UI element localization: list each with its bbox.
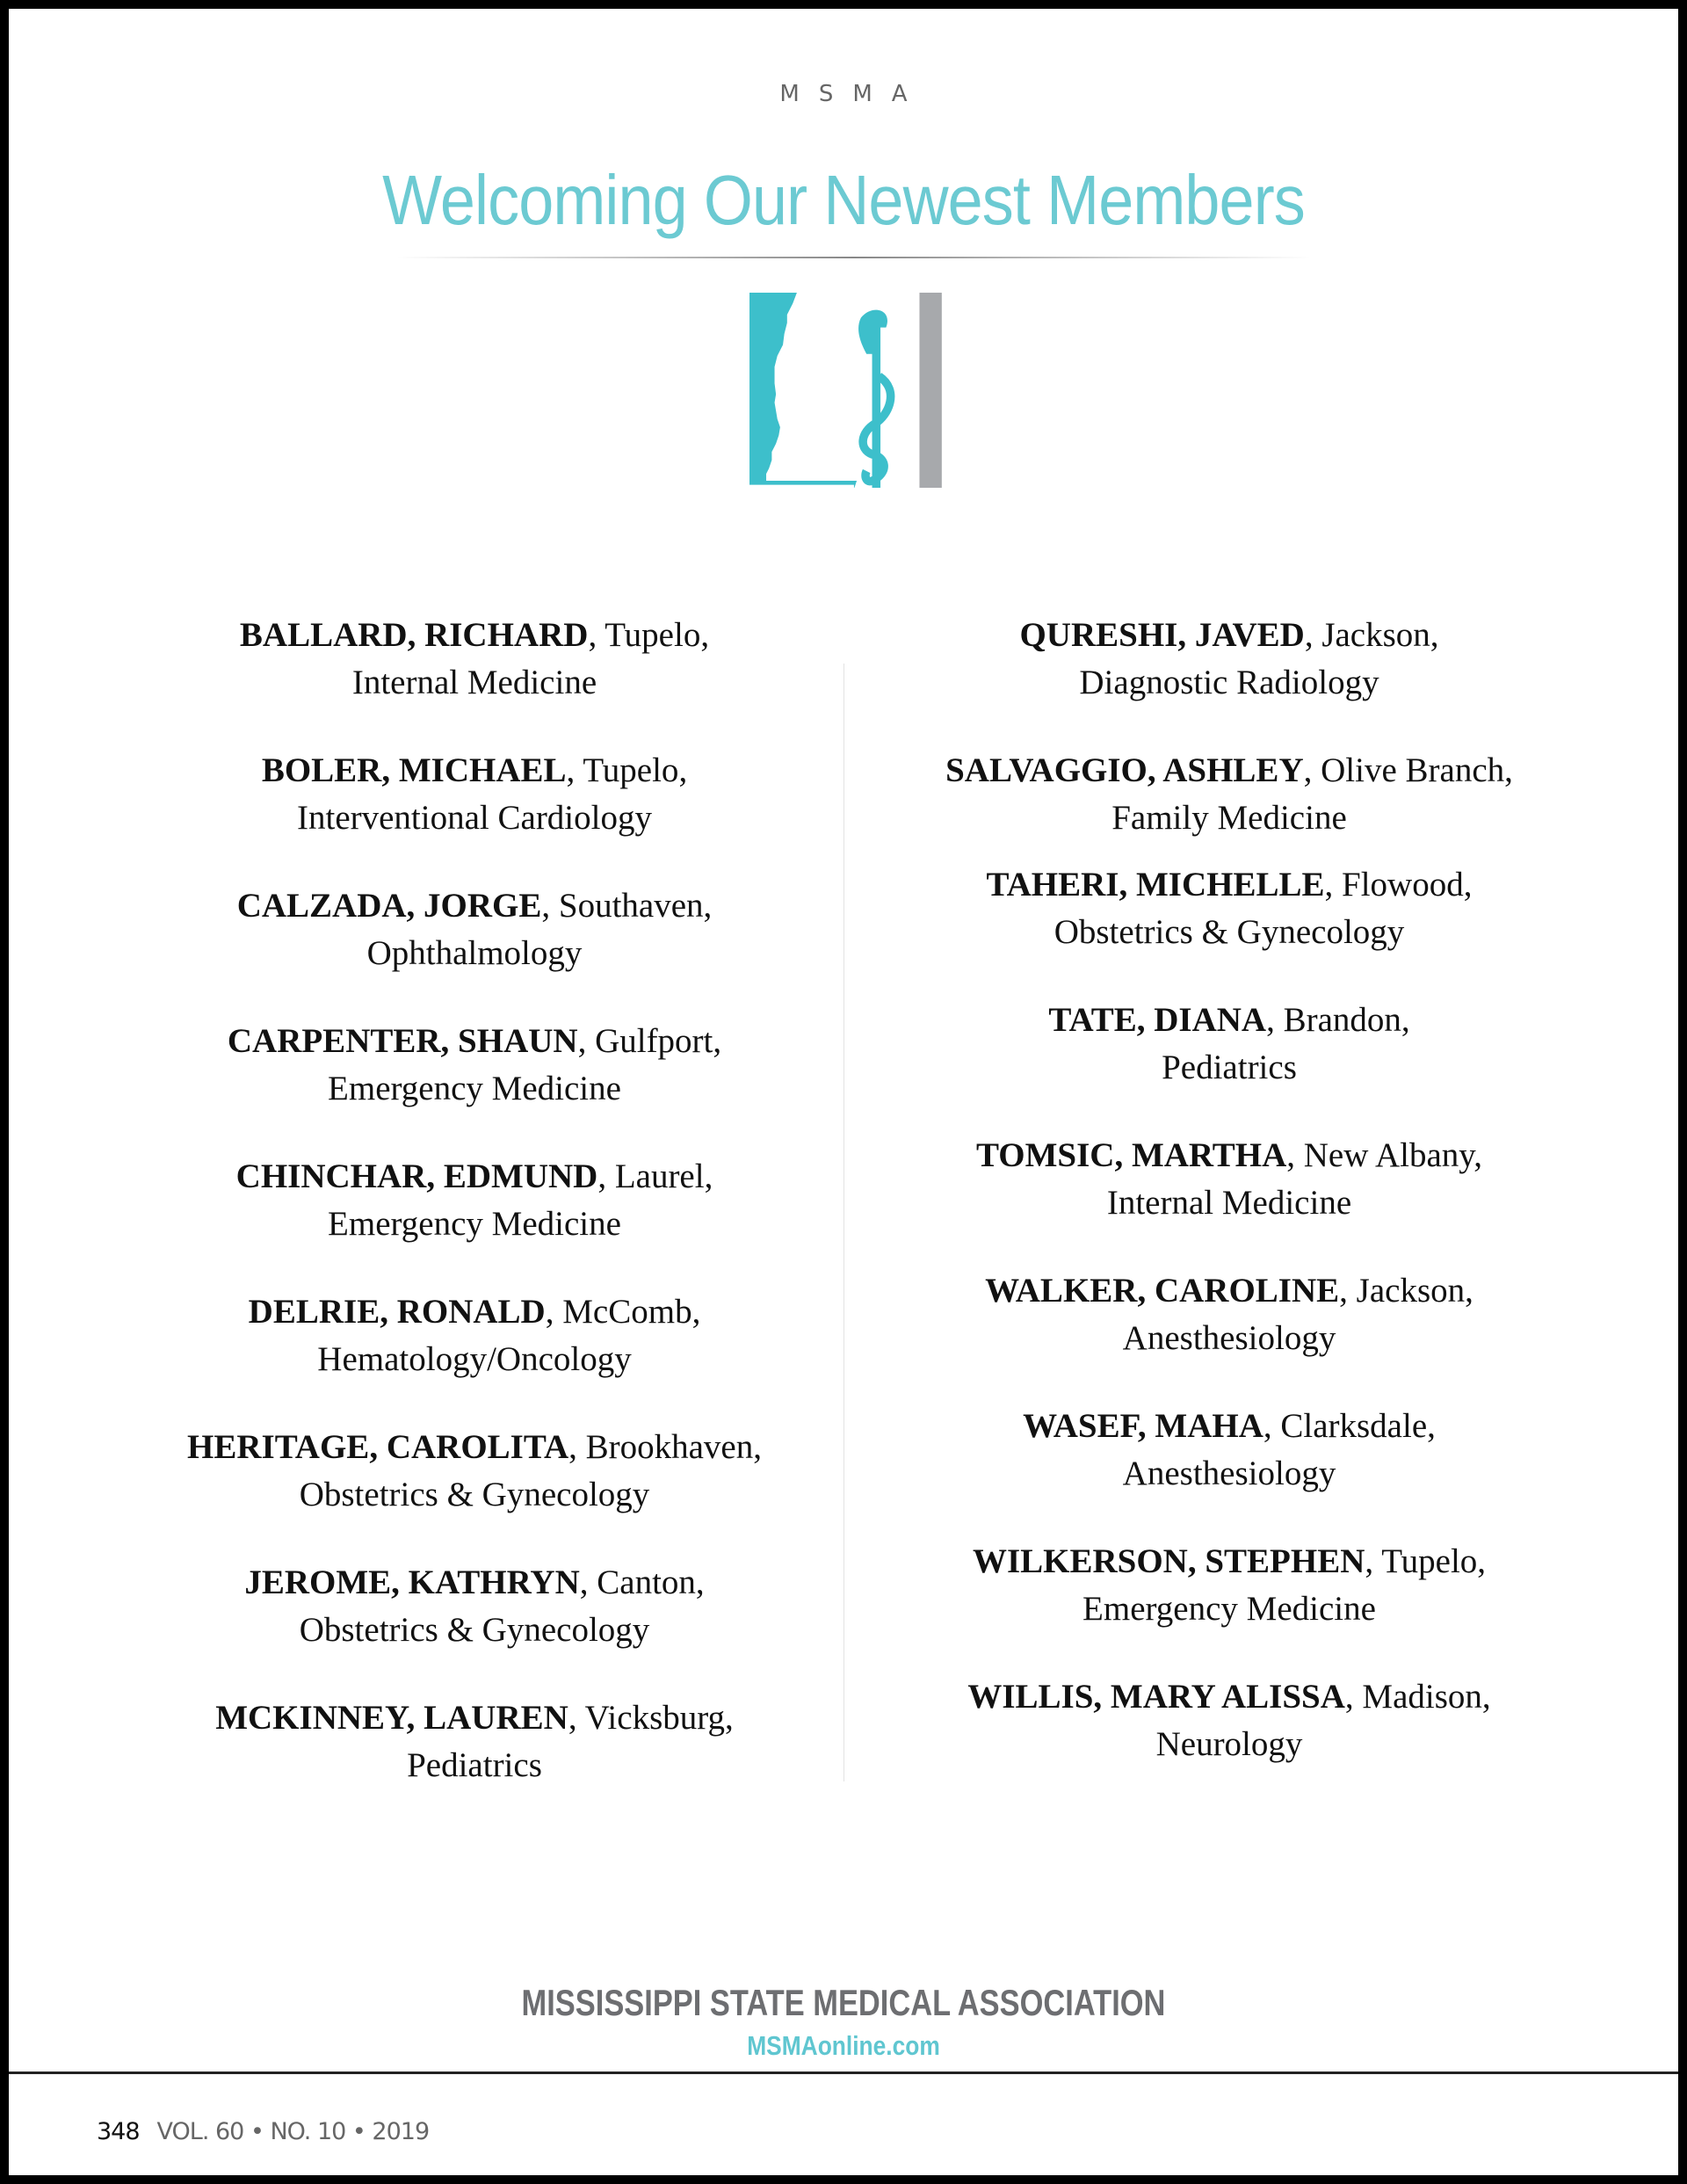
member-name: CALZADA, JORGE	[236, 887, 542, 925]
issue-info: VOL. 60 • NO. 10 • 2019	[156, 2118, 430, 2145]
member-entry	[123, 1288, 826, 1383]
member-entry	[123, 1424, 826, 1519]
member-city: , McComb ,	[546, 1293, 701, 1331]
member-specialty: Obstetrics & Gynecology	[299, 1611, 650, 1649]
kicker: MSMA	[779, 81, 927, 107]
member-entry	[878, 1538, 1581, 1633]
member-city: , Olive Branch ,	[1304, 751, 1513, 789]
member-specialty: Pediatrics	[1162, 1048, 1297, 1086]
member-specialty: Anesthesiology	[1122, 1455, 1336, 1492]
member-entry	[123, 612, 826, 707]
member-entry	[878, 997, 1581, 1092]
member-city: , Clarksdale ,	[1263, 1407, 1436, 1445]
footer-rule	[9, 2072, 1678, 2074]
member-name: JEROME, KATHRYN	[244, 1564, 580, 1601]
member-specialty: Diagnostic Radiology	[1079, 664, 1379, 701]
member-entry	[123, 1559, 826, 1654]
member-city: , Brandon ,	[1266, 1001, 1410, 1039]
member-name: WILKERSON, STEPHEN	[972, 1542, 1365, 1580]
member-name: WASEF, MAHA	[1023, 1407, 1263, 1445]
member-city: , Gulfport ,	[578, 1022, 722, 1060]
member-city: , Southaven ,	[541, 887, 712, 925]
member-name: QURESHI, JAVED	[1019, 616, 1305, 654]
member-city: , Laurel ,	[597, 1157, 713, 1195]
msma-logo-icon	[749, 293, 945, 488]
member-entry	[878, 1403, 1581, 1498]
member-city: , New Albany ,	[1286, 1136, 1482, 1174]
page-number: 348	[97, 2118, 140, 2145]
member-city: , Madison ,	[1345, 1678, 1491, 1716]
member-name: WILLIS, MARY ALISSA	[967, 1678, 1345, 1716]
title-divider	[397, 257, 1311, 258]
member-city: , Canton ,	[580, 1564, 705, 1601]
member-city: , Jackson ,	[1339, 1272, 1473, 1310]
member-city: , Brookhaven ,	[568, 1428, 762, 1466]
member-city: , Vicksburg ,	[568, 1699, 734, 1737]
member-city: , Tupelo ,	[1365, 1542, 1486, 1580]
member-specialty: Obstetrics & Gynecology	[299, 1476, 650, 1513]
member-specialty: Hematology/Oncology	[317, 1340, 632, 1378]
folio	[97, 2118, 429, 2145]
member-name: BOLER, MICHAEL	[261, 751, 567, 789]
member-specialty: Anesthesiology	[1122, 1319, 1336, 1357]
member-specialty: Obstetrics & Gynecology	[1053, 913, 1405, 951]
member-entry	[878, 747, 1581, 842]
member-name: CHINCHAR, EDMUND	[235, 1157, 598, 1195]
member-name: BALLARD, RICHARD	[239, 616, 589, 654]
member-city: , Tupelo ,	[567, 751, 688, 789]
member-entry	[878, 1132, 1581, 1227]
member-name: HERITAGE, CAROLITA	[187, 1428, 569, 1466]
member-name: SALVAGGIO, ASHLEY	[945, 751, 1304, 789]
member-entry	[878, 612, 1581, 707]
member-entry	[878, 861, 1581, 956]
member-name: TOMSIC, MARTHA	[975, 1136, 1287, 1174]
member-entry	[123, 747, 826, 842]
member-city: , Jackson ,	[1305, 616, 1439, 654]
member-specialty: Family Medicine	[1111, 799, 1347, 837]
member-name: DELRIE, RONALD	[248, 1293, 546, 1331]
member-entry	[878, 1267, 1581, 1362]
member-city: , Tupelo ,	[588, 616, 709, 654]
page	[9, 9, 1678, 2175]
member-name: TATE, DIANA	[1048, 1001, 1267, 1039]
member-specialty: Internal Medicine	[1106, 1184, 1352, 1222]
member-specialty: Neurology	[1155, 1725, 1303, 1763]
member-name: MCKINNEY, LAUREN	[215, 1699, 568, 1737]
member-entry	[123, 1018, 826, 1113]
member-entry	[878, 1673, 1581, 1768]
member-entry	[123, 882, 826, 977]
member-specialty: Ophthalmology	[366, 934, 583, 972]
page-title: Welcoming Our Newest Members	[382, 161, 1305, 239]
member-name: TAHERI, MICHELLE	[986, 866, 1325, 903]
member-name: WALKER, CAROLINE	[985, 1272, 1340, 1310]
website-link[interactable]: MSMAonline.com	[747, 2030, 940, 2061]
member-entry	[123, 1694, 826, 1789]
member-specialty: Pediatrics	[407, 1746, 542, 1784]
member-specialty: Emergency Medicine	[1082, 1590, 1376, 1628]
member-specialty: Emergency Medicine	[328, 1070, 621, 1107]
member-specialty: Internal Medicine	[351, 664, 597, 701]
member-specialty: Interventional Cardiology	[297, 799, 652, 837]
organization-name: MISSISSIPPI STATE MEDICAL ASSOCIATION	[521, 1982, 1166, 2023]
member-entry	[123, 1153, 826, 1248]
member-name: CARPENTER, SHAUN	[227, 1022, 578, 1060]
member-city: , Flowood ,	[1325, 866, 1473, 903]
member-specialty: Emergency Medicine	[328, 1205, 621, 1243]
